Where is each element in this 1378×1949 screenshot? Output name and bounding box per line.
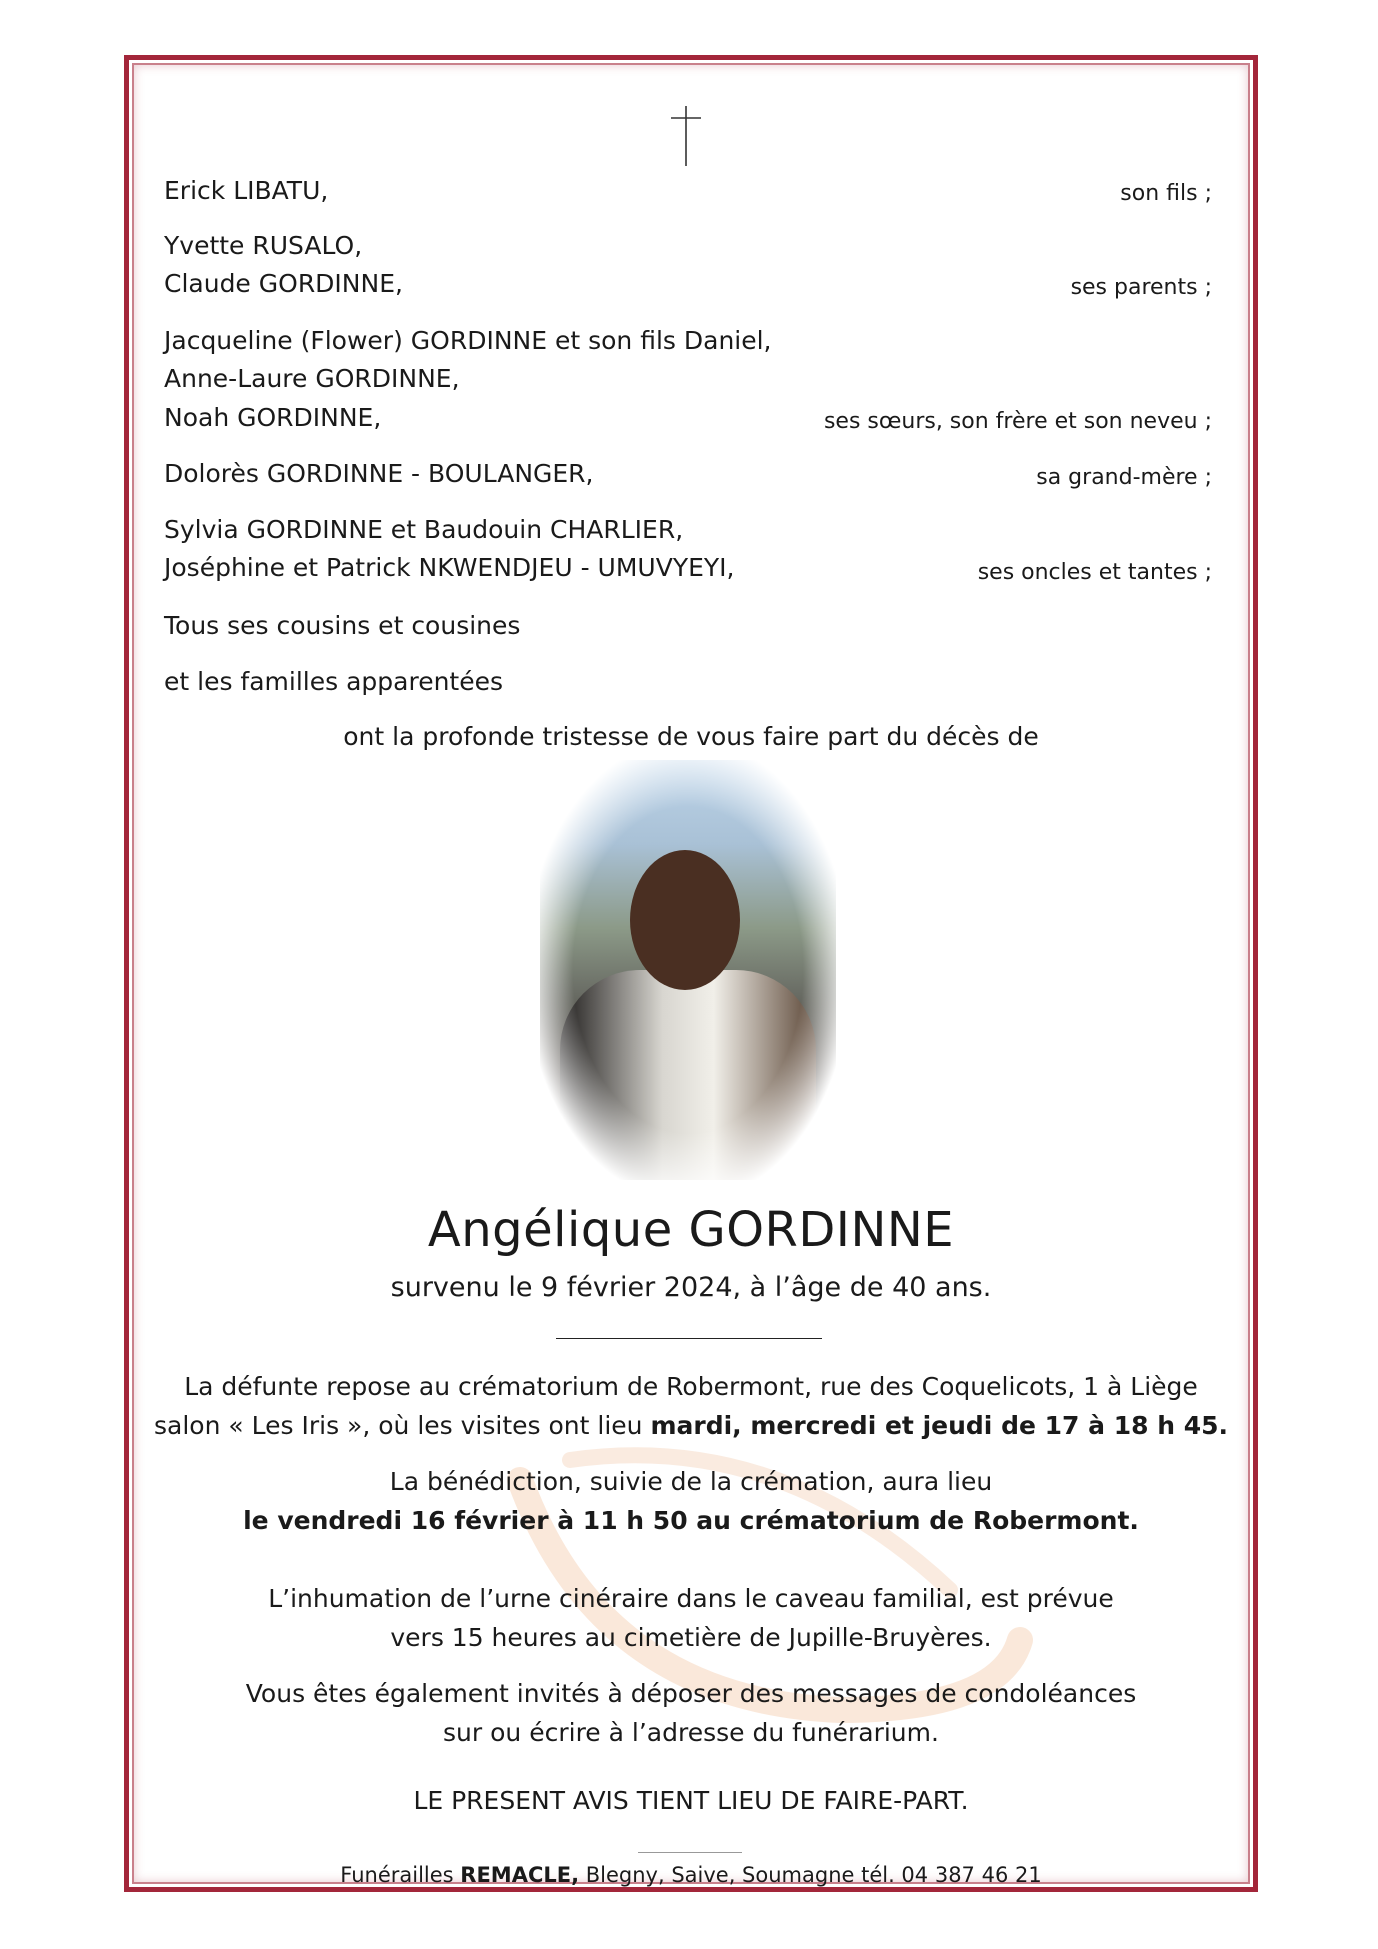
family-line: Yvette RUSALO, [164, 231, 363, 260]
family-line: Erick LIBATU, [164, 176, 329, 205]
family-line: Sylvia GORDINNE et Baudouin CHARLIER, [164, 515, 684, 544]
portrait-face [630, 850, 740, 990]
family-line: Joséphine et Patrick NKWENDJEU - UMUVYEYI, [164, 553, 735, 582]
burial-line-2: vers 15 heures au cimetière de Jupille-Bruyères. [390, 1623, 992, 1652]
family-line: Tous ses cousins et cousines [164, 611, 521, 640]
condolences-line-2: sur ou écrire à l’adresse du funérarium. [443, 1718, 939, 1747]
family-line: Noah GORDINNE, [164, 403, 382, 432]
ceremony-date: le vendredi 16 février à 11 h 50 au crématorium de Robermont. [243, 1506, 1139, 1535]
footer [132, 1863, 1250, 1887]
visit-line-2-text: salon « Les Iris », où les visites ont lieu [154, 1411, 651, 1440]
funeral-home-name: REMACLE, [460, 1863, 580, 1887]
condolences-line-1: Vous êtes également invités à déposer des messages de condoléances [245, 1679, 1137, 1708]
deceased-name: Angélique GORDINNE [427, 1202, 955, 1258]
portrait-photo [540, 760, 836, 1180]
footer-contact: Blegny, Saive, Soumagne tél. 04 387 46 21 [579, 1863, 1042, 1887]
relation-label: ses sœurs, son frère et son neveu ; [823, 409, 1212, 434]
family-line: Anne-Laure GORDINNE, [164, 364, 460, 393]
family-line: Dolorès GORDINNE - BOULANGER, [164, 459, 594, 488]
ceremony-line-1: La bénédiction, suivie de la crémation, aura lieu [389, 1467, 993, 1496]
divider [556, 1338, 822, 1339]
relation-label: ses parents ; [1070, 275, 1212, 300]
portrait-body [560, 970, 816, 1180]
relation-label: son fils ; [1120, 181, 1212, 206]
family-line: Claude GORDINNE, [164, 269, 403, 298]
relation-label: ses oncles et tantes ; [977, 560, 1212, 585]
family-line: Jacqueline (Flower) GORDINNE et son fils Daniel, [164, 326, 772, 355]
cross-icon [666, 104, 706, 168]
visit-times: mardi, mercredi et jeudi de 17 à 18 h 45. [650, 1411, 1228, 1440]
burial-line-1: L’inhumation de l’urne cinéraire dans le caveau familial, est prévue [268, 1584, 1114, 1613]
footer-divider [638, 1852, 742, 1853]
ceremony-line-2 [132, 1506, 1250, 1535]
footer-pre: Funérailles [340, 1863, 461, 1887]
notice-text: LE PRESENT AVIS TIENT LIEU DE FAIRE-PART. [413, 1786, 969, 1815]
visit-line-2 [132, 1411, 1250, 1440]
deceased-subtitle: survenu le 9 février 2024, à l’âge de 40 ans. [390, 1272, 992, 1303]
family-line: et les familles apparentées [164, 667, 504, 696]
relation-label: sa grand-mère ; [1036, 465, 1212, 490]
announcement-text: ont la profonde tristesse de vous faire part du décès de [343, 722, 1039, 751]
visit-line-1: La défunte repose au crématorium de Robermont, rue des Coquelicots, 1 à Liège [184, 1372, 1198, 1401]
